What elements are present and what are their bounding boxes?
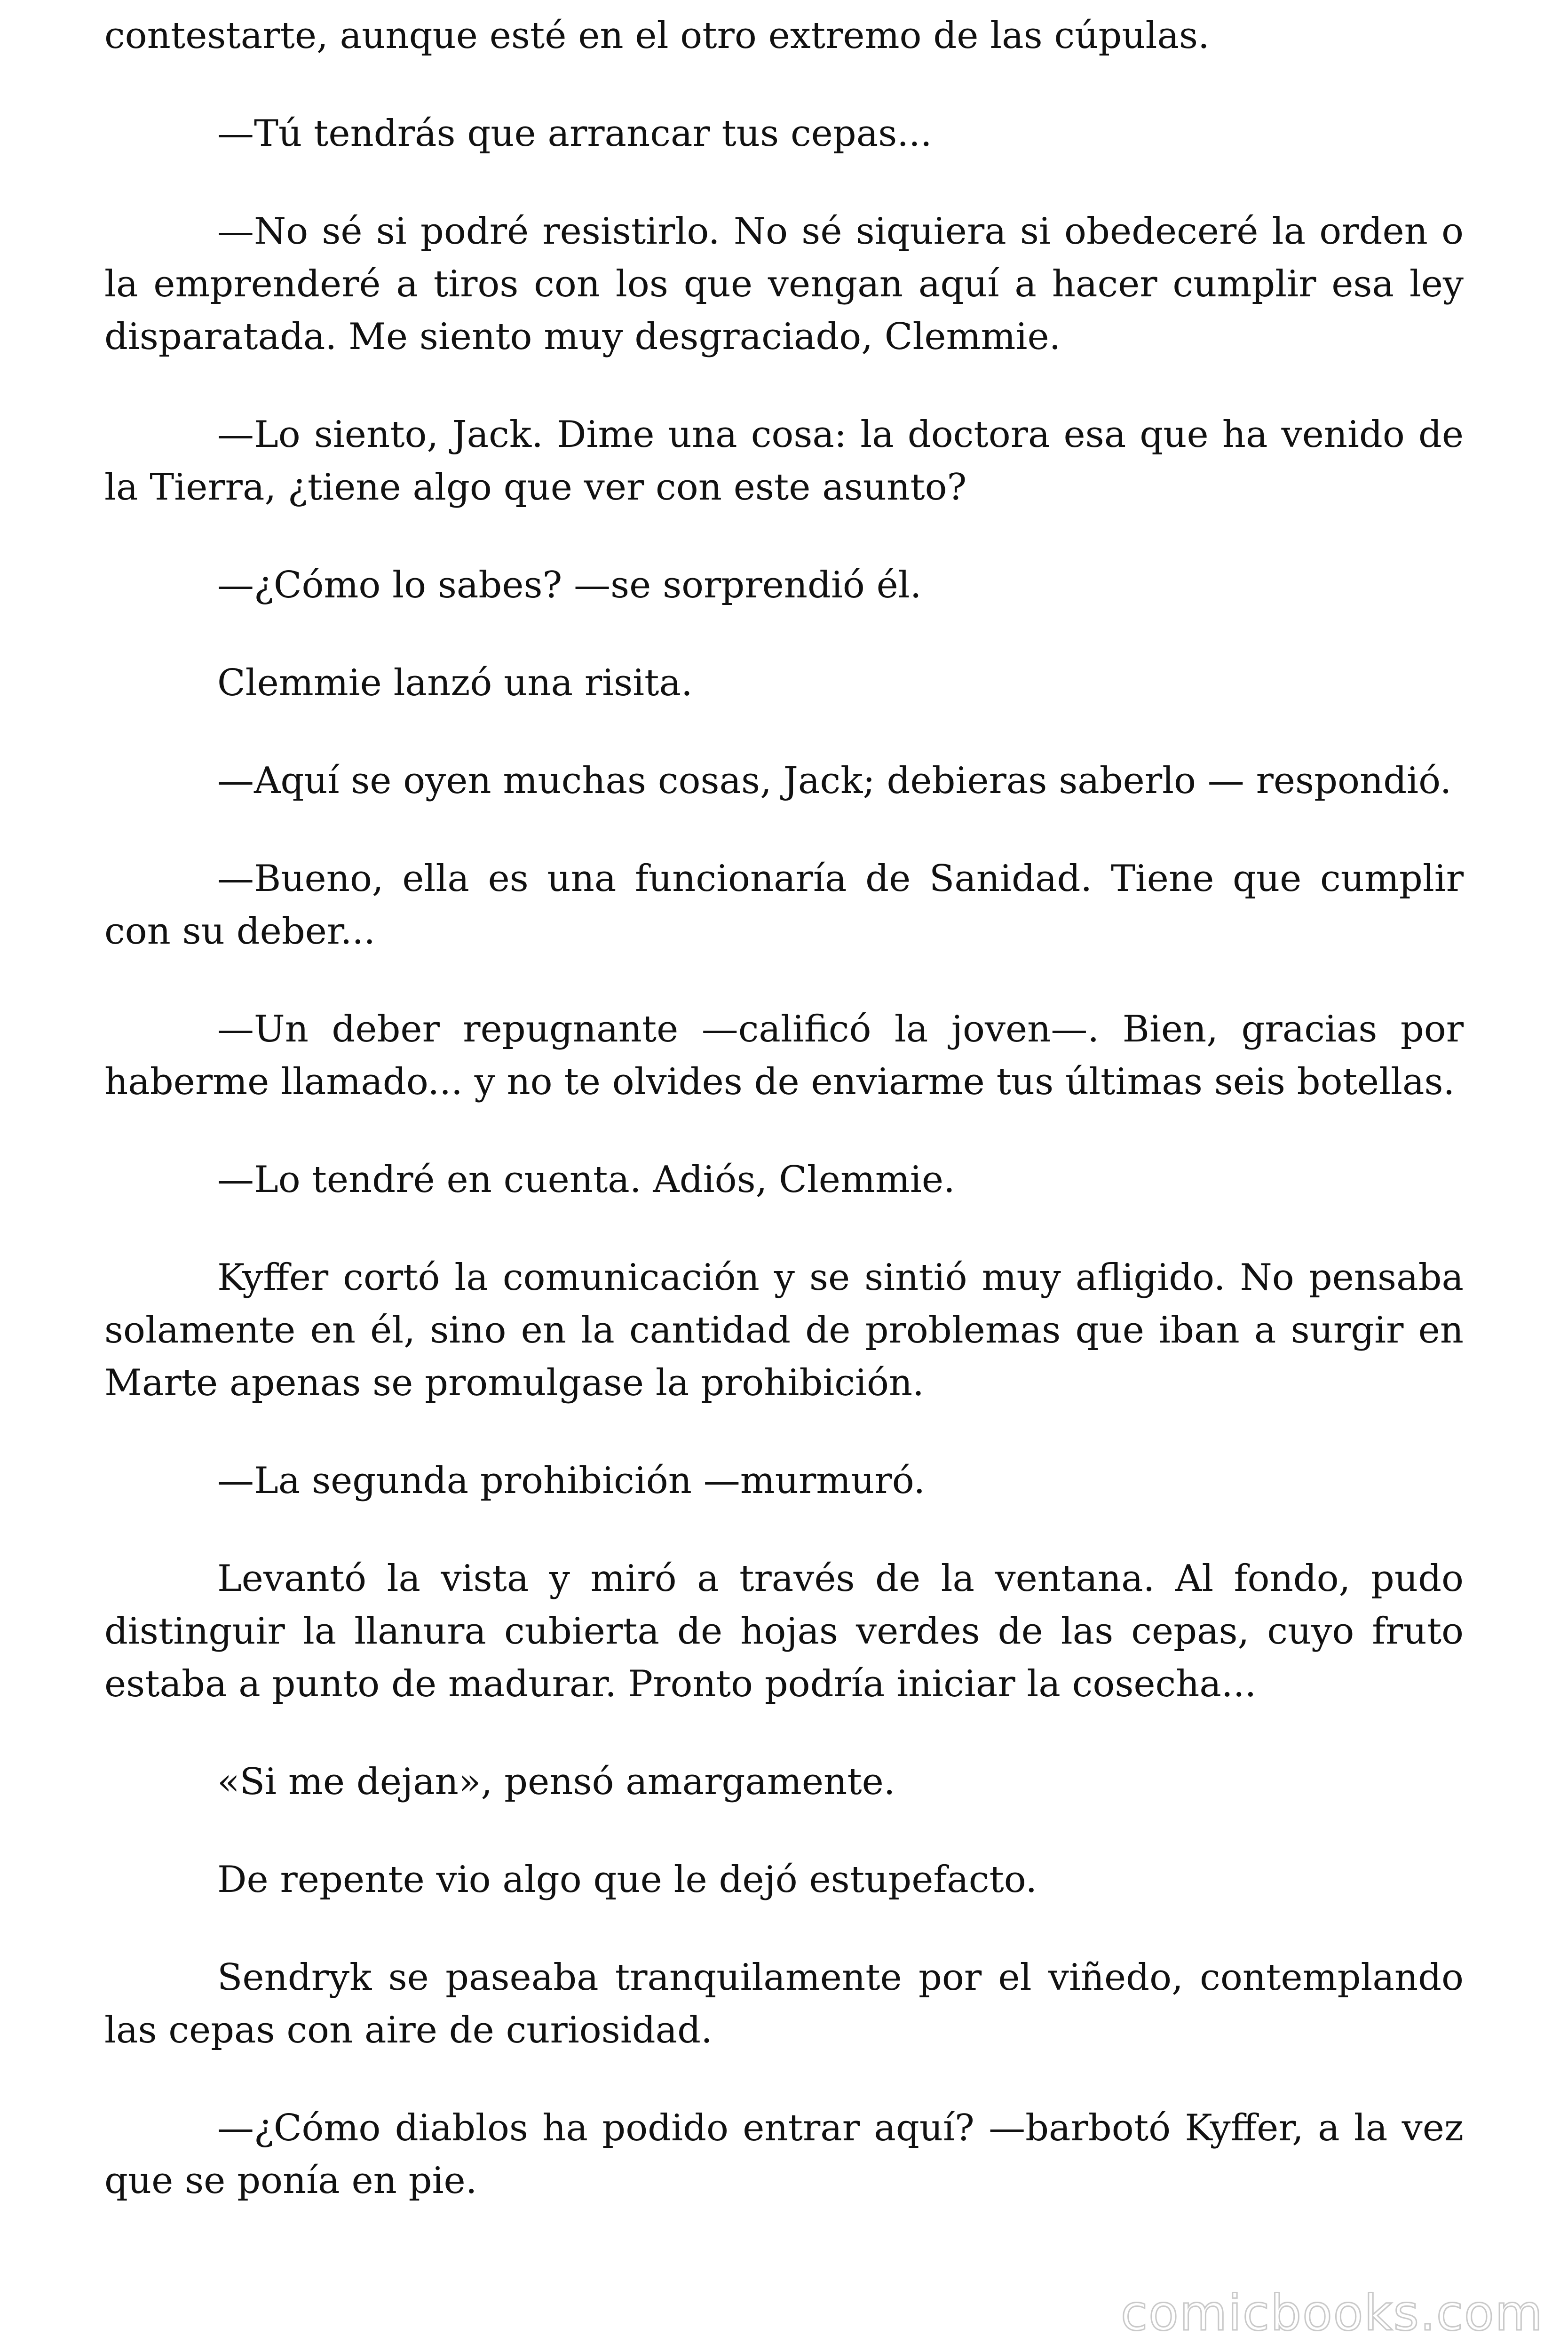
paragraph: Kyffer cortó la comunicación y se sintió muy afligido. No pensaba solamente en él, sino en la cantidad de problemas que iban a surgir en Marte apenas se promulgase la prohibición. xyxy=(104,1256,1464,1404)
paragraph: Levantó la vista y miró a través de la ventana. Al fondo, pudo distinguir la llanura cubierta de hojas verdes de las cepas, cuyo fruto estaba a punto de madurar. Pronto podría iniciar la cosecha... xyxy=(104,1557,1464,1705)
paragraph: —Bueno, ella es una funcionaría de Sanidad. Tiene que cumplir con su deber... xyxy=(104,858,1464,953)
paragraph: Clemmie lanzó una risita. xyxy=(217,662,693,704)
paragraph: —Lo tendré en cuenta. Adiós, Clemmie. xyxy=(217,1159,955,1201)
watermark: comicbooks.com xyxy=(1120,2284,1544,2342)
paragraph: —¿Cómo diablos ha podido entrar aquí? —barbotó Kyffer, a la vez que se ponía en pie. xyxy=(104,2107,1464,2202)
paragraph: —¿Cómo lo sabes? —se sorprendió él. xyxy=(217,564,922,606)
paragraph: —Aquí se oyen muchas cosas, Jack; debieras saberlo — respondió. xyxy=(217,760,1452,802)
paragraph: De repente vio algo que le dejó estupefacto. xyxy=(217,1859,1037,1901)
paragraph: «Si me dejan», pensó amargamente. xyxy=(217,1761,895,1803)
paragraph: —Tú tendrás que arrancar tus cepas... xyxy=(217,112,932,155)
paragraph: —Un deber repugnante —calificó la joven—. Bien, gracias por haberme llamado... y no te olvides de enviarme tus últimas seis botellas. xyxy=(104,1008,1464,1103)
paragraph: —La segunda prohibición —murmuró. xyxy=(217,1460,926,1502)
paragraph: contestarte, aunque esté en el otro extremo de las cúpulas. xyxy=(104,15,1210,57)
page-text xyxy=(104,9,1464,2252)
paragraph: Sendryk se paseaba tranquilamente por el viñedo, contemplando las cepas con aire de curiosidad. xyxy=(104,1956,1464,2051)
paragraph: —No sé si podré resistirlo. No sé siquiera si obedeceré la orden o la emprenderé a tiros con los que vengan aquí a hacer cumplir esa ley disparatada. Me siento muy desgraciado, Clemmie. xyxy=(104,210,1464,358)
paragraph: —Lo siento, Jack. Dime una cosa: la doctora esa que ha venido de la Tierra, ¿tiene algo que ver con este asunto? xyxy=(104,413,1464,509)
